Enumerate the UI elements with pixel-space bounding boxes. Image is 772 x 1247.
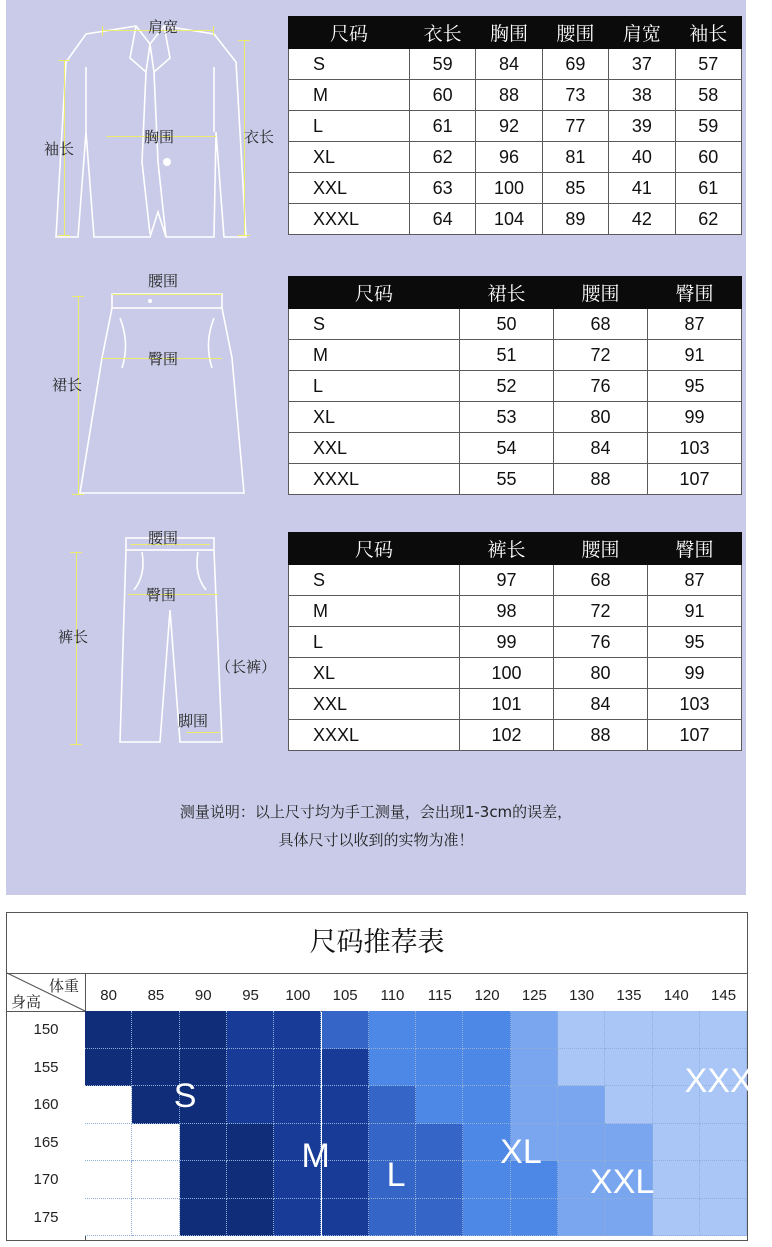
weight-tick-label: 130	[569, 987, 595, 1004]
table-cell: 89	[542, 204, 608, 235]
table-cell: 55	[460, 464, 554, 495]
grid-cell	[700, 1011, 747, 1049]
table-cell: 73	[542, 80, 608, 111]
table-cell: 64	[409, 204, 475, 235]
weight-axis-label: 体重	[49, 978, 80, 995]
table-row	[289, 565, 742, 596]
grid-cell	[700, 1199, 747, 1237]
table-cell: 50	[460, 309, 554, 340]
table-cell: 103	[648, 433, 742, 464]
weight-tick-label: 125	[521, 987, 547, 1004]
grid-cell	[558, 1199, 605, 1237]
table-cell: 76	[554, 371, 648, 402]
table-row	[289, 402, 742, 433]
grid-cell	[85, 1124, 132, 1162]
weight-tick-label: 95	[242, 987, 259, 1004]
grid-cell	[416, 1086, 463, 1124]
table-header-cell: 肩宽	[609, 17, 675, 49]
jacket-size-table	[288, 16, 742, 235]
grid-cell	[274, 1199, 321, 1237]
table-cell: 103	[648, 689, 742, 720]
grid-cell	[463, 1086, 510, 1124]
table-cell: 97	[460, 565, 554, 596]
table-header-cell: 腰围	[542, 17, 608, 49]
table-header-cell: 尺码	[289, 533, 460, 565]
grid-cell	[605, 1049, 652, 1087]
table-cell: 99	[648, 402, 742, 433]
grid-cell	[416, 1049, 463, 1087]
table-header-row	[289, 533, 742, 565]
table-cell: XL	[289, 402, 460, 433]
weight-tick-label: 85	[147, 987, 165, 1004]
table-cell: 68	[554, 309, 648, 340]
table-row	[289, 371, 742, 402]
grid-cell	[653, 1161, 700, 1199]
table-cell: 40	[609, 142, 675, 173]
grid-cell	[85, 1199, 132, 1237]
grid-cell	[605, 1086, 652, 1124]
pants-length-label: 裤长	[58, 628, 89, 646]
table-cell: 91	[648, 340, 742, 371]
grid-cell	[322, 1086, 369, 1124]
table-cell: 95	[648, 371, 742, 402]
table-row	[289, 689, 742, 720]
table-cell: 59	[409, 49, 475, 80]
table-cell: XXXL	[289, 464, 460, 495]
grid-cell	[511, 1199, 558, 1237]
table-cell: L	[289, 371, 460, 402]
grid-cell	[85, 1086, 132, 1124]
table-cell: 72	[554, 596, 648, 627]
table-cell: 38	[609, 80, 675, 111]
table-cell: M	[289, 80, 410, 111]
table-cell: 61	[675, 173, 741, 204]
table-cell: 41	[609, 173, 675, 204]
pants-waist-label: 腰围	[148, 529, 179, 547]
table-cell: 62	[409, 142, 475, 173]
table-header-cell: 臀围	[648, 277, 742, 309]
height-tick-label: 175	[33, 1208, 59, 1226]
table-cell: 77	[542, 111, 608, 142]
table-cell: XXL	[289, 433, 460, 464]
table-header-cell: 腰围	[554, 277, 648, 309]
table-cell: 85	[542, 173, 608, 204]
table-cell: XL	[289, 142, 410, 173]
grid-cell	[369, 1199, 416, 1237]
table-cell: 107	[648, 464, 742, 495]
pants-hip-label: 臀围	[146, 586, 177, 604]
jacket-shoulder-label: 肩宽	[148, 18, 179, 36]
table-cell: 101	[460, 689, 554, 720]
table-header-cell: 尺码	[289, 17, 410, 49]
grid-cell	[558, 1011, 605, 1049]
height-tick-label: 160	[33, 1096, 59, 1113]
grid-cell	[369, 1086, 416, 1124]
table-cell: 63	[409, 173, 475, 204]
table-cell: L	[289, 111, 410, 142]
grid-cell	[653, 1124, 700, 1162]
height-axis-label: 身高	[11, 994, 42, 1011]
table-cell: M	[289, 340, 460, 371]
grid-cell	[227, 1161, 274, 1199]
table-row	[289, 49, 742, 80]
size-zone-label: S	[173, 1076, 197, 1115]
table-cell: 84	[554, 689, 648, 720]
grid-cell	[511, 1011, 558, 1049]
weight-tick-label: 105	[332, 987, 358, 1004]
grid-cell	[227, 1086, 274, 1124]
height-tick-label: 155	[33, 1058, 59, 1076]
grid-cell	[463, 1011, 510, 1049]
grid-cell	[180, 1199, 227, 1237]
grid-cell	[653, 1199, 700, 1237]
grid-cell	[558, 1086, 605, 1124]
grid-cell	[85, 1049, 132, 1087]
grid-cell	[132, 1049, 179, 1087]
pants-size-table	[288, 532, 742, 751]
table-cell: 39	[609, 111, 675, 142]
grid-cell	[180, 1124, 227, 1162]
grid-cell	[132, 1199, 179, 1237]
table-cell: 61	[409, 111, 475, 142]
table-header-cell: 腰围	[554, 533, 648, 565]
grid-cell	[322, 1049, 369, 1087]
table-cell: XXL	[289, 173, 410, 204]
table-cell: 68	[554, 565, 648, 596]
table-cell: L	[289, 627, 460, 658]
grid-cell	[180, 1011, 227, 1049]
table-cell: 88	[554, 464, 648, 495]
table-header-cell: 裤长	[460, 533, 554, 565]
grid-cell	[416, 1124, 463, 1162]
table-cell: 72	[554, 340, 648, 371]
table-cell: XXXL	[289, 204, 410, 235]
table-row	[289, 340, 742, 371]
table-cell: 53	[460, 402, 554, 433]
table-cell: 95	[648, 627, 742, 658]
table-cell: 104	[476, 204, 542, 235]
grid-cell	[653, 1011, 700, 1049]
jacket-sleeve-label: 袖长	[44, 140, 75, 158]
table-cell: XXXL	[289, 720, 460, 751]
table-cell: 100	[460, 658, 554, 689]
table-cell: 69	[542, 49, 608, 80]
table-header-row	[289, 17, 742, 49]
table-cell: XXL	[289, 689, 460, 720]
table-cell: 98	[460, 596, 554, 627]
weight-tick-label: 140	[663, 987, 689, 1004]
weight-tick-label: 135	[616, 987, 642, 1004]
grid-cell	[369, 1049, 416, 1087]
table-row	[289, 433, 742, 464]
grid-cell	[463, 1199, 510, 1237]
grid-cell	[369, 1011, 416, 1049]
grid-cell	[700, 1124, 747, 1162]
table-cell: 96	[476, 142, 542, 173]
table-header-cell: 尺码	[289, 277, 460, 309]
jacket-chest-label: 胸围	[144, 128, 175, 146]
jacket-length-label: 衣长	[244, 128, 275, 146]
weight-tick-label: 100	[285, 987, 311, 1004]
grid-cell	[605, 1124, 652, 1162]
table-cell: 84	[476, 49, 542, 80]
table-cell: 99	[648, 658, 742, 689]
skirt-hip-label: 臀围	[148, 350, 179, 368]
table-row	[289, 80, 742, 111]
weight-tick-label: 145	[711, 987, 737, 1004]
grid-cell	[227, 1049, 274, 1087]
table-header-cell: 胸围	[476, 17, 542, 49]
table-cell: 58	[675, 80, 741, 111]
grid-cell	[700, 1161, 747, 1199]
table-cell: 87	[648, 565, 742, 596]
height-tick-label: 165	[33, 1133, 59, 1151]
measurement-note-line2: 具体尺寸以收到的实物为准！	[278, 831, 474, 849]
table-cell: 88	[554, 720, 648, 751]
table-cell: S	[289, 49, 410, 80]
table-cell: 42	[609, 204, 675, 235]
grid-cell	[558, 1124, 605, 1162]
grid-cell	[132, 1086, 179, 1124]
table-cell: 60	[409, 80, 475, 111]
table-cell: 76	[554, 627, 648, 658]
weight-tick-label: 80	[100, 987, 117, 1004]
table-row	[289, 142, 742, 173]
table-row	[289, 464, 742, 495]
table-cell: 52	[460, 371, 554, 402]
table-cell: S	[289, 565, 460, 596]
recommendation-title: 尺码推荐表	[7, 913, 747, 974]
grid-cell	[85, 1161, 132, 1199]
weight-tick-label: 90	[194, 987, 212, 1004]
skirt-size-table	[288, 276, 742, 495]
size-zone-label: XL	[500, 1133, 542, 1171]
size-zone-label: M	[301, 1136, 330, 1175]
table-cell: 91	[648, 596, 742, 627]
grid-cell	[227, 1011, 274, 1049]
table-row	[289, 658, 742, 689]
grid-cell	[180, 1161, 227, 1199]
grid-cell	[274, 1011, 321, 1049]
table-header-cell: 臀围	[648, 533, 742, 565]
size-zone-label: L	[386, 1155, 406, 1194]
measurement-note	[6, 798, 746, 854]
grid-cell	[463, 1049, 510, 1087]
pants-note-label: （长裤）	[216, 658, 277, 676]
grid-cell	[558, 1049, 605, 1087]
table-cell: 62	[675, 204, 741, 235]
skirt-diagram	[72, 288, 262, 503]
table-cell: M	[289, 596, 460, 627]
grid-cell	[227, 1199, 274, 1237]
table-cell: 57	[675, 49, 741, 80]
height-tick-label: 150	[33, 1021, 59, 1038]
table-row	[289, 627, 742, 658]
grid-cell	[605, 1011, 652, 1049]
pants-ankle-label: 脚围	[178, 712, 209, 730]
table-header-cell: 衣长	[409, 17, 475, 49]
grid-cell	[227, 1124, 274, 1162]
grid-cell	[274, 1086, 321, 1124]
grid-cell	[605, 1199, 652, 1237]
table-cell: 81	[542, 142, 608, 173]
table-cell: 92	[476, 111, 542, 142]
table-cell: 60	[675, 142, 741, 173]
grid-cell	[511, 1049, 558, 1087]
table-cell: 107	[648, 720, 742, 751]
size-recommendation-chart	[6, 912, 772, 1241]
table-row	[289, 173, 742, 204]
size-zone-label: XXXL	[684, 1061, 772, 1100]
grid-cell	[85, 1011, 132, 1049]
table-row	[289, 309, 742, 340]
table-cell: 80	[554, 658, 648, 689]
table-cell: 88	[476, 80, 542, 111]
grid-cell	[416, 1011, 463, 1049]
table-cell: 87	[648, 309, 742, 340]
table-header-cell: 裙长	[460, 277, 554, 309]
grid-cell	[274, 1049, 321, 1087]
weight-tick-label: 120	[474, 987, 500, 1004]
table-cell: 99	[460, 627, 554, 658]
weight-tick-label: 115	[427, 987, 452, 1004]
table-cell: 59	[675, 111, 741, 142]
pants-diagram	[112, 530, 232, 750]
size-chart-panel	[6, 0, 746, 895]
table-row	[289, 204, 742, 235]
table-cell: 54	[460, 433, 554, 464]
grid-cell	[416, 1161, 463, 1199]
table-row	[289, 720, 742, 751]
table-row	[289, 596, 742, 627]
table-cell: 80	[554, 402, 648, 433]
table-cell: 51	[460, 340, 554, 371]
table-cell: XL	[289, 658, 460, 689]
height-tick-label: 170	[33, 1171, 59, 1188]
size-zone-label: XXL	[590, 1163, 655, 1201]
table-cell: 37	[609, 49, 675, 80]
grid-cell	[132, 1161, 179, 1199]
grid-cell	[511, 1086, 558, 1124]
grid-cell	[132, 1124, 179, 1162]
table-cell: 102	[460, 720, 554, 751]
table-cell: S	[289, 309, 460, 340]
measurement-note-line1: 测量说明：以上尺寸均为手工测量，会出现1-3cm的误差，	[179, 803, 573, 821]
grid-cell	[132, 1011, 179, 1049]
grid-cell	[416, 1199, 463, 1237]
grid-cell	[322, 1199, 369, 1237]
grid-cell	[322, 1011, 369, 1049]
table-row	[289, 111, 742, 142]
table-cell: 84	[554, 433, 648, 464]
table-cell: 100	[476, 173, 542, 204]
table-header-row	[289, 277, 742, 309]
weight-tick-label: 110	[380, 987, 405, 1004]
table-header-cell: 袖长	[675, 17, 741, 49]
skirt-waist-label: 腰围	[148, 272, 179, 290]
skirt-length-label: 裙长	[52, 376, 83, 394]
